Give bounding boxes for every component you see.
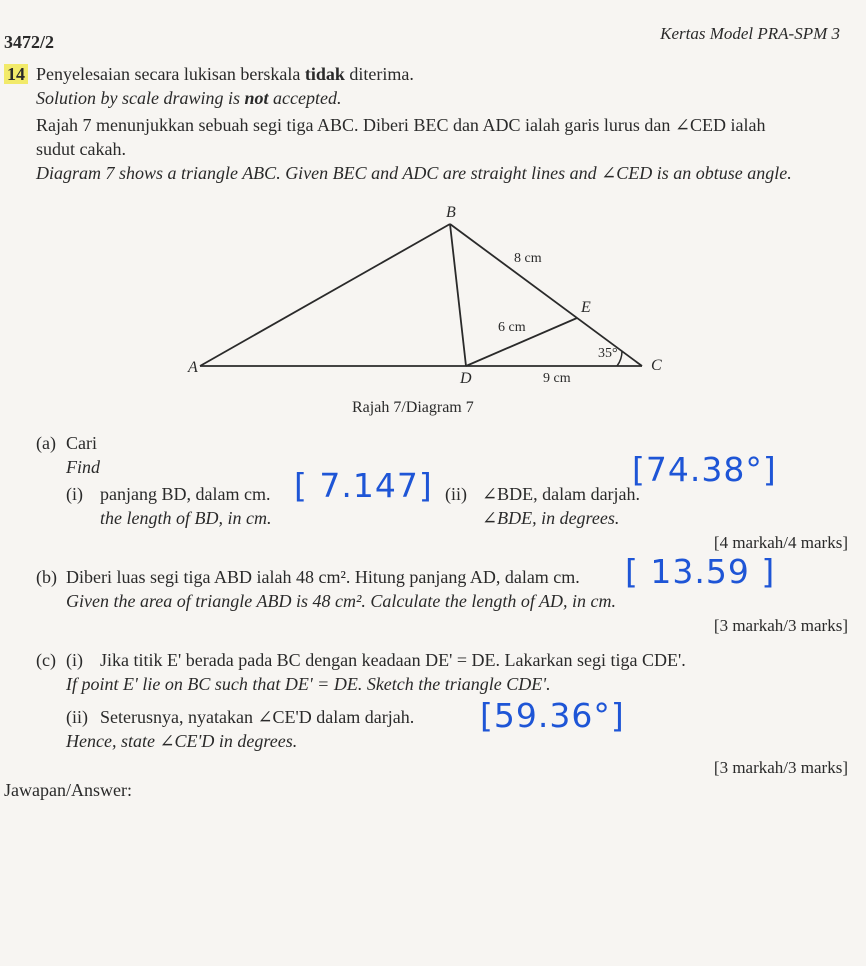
answer-label: Jawapan/Answer: [4, 780, 132, 800]
part-a-i-label: (i) [66, 484, 83, 504]
label-a: A [188, 359, 198, 376]
part-c-i-label: (i) [66, 650, 83, 670]
part-a-i-en: the length of BD, in cm. [100, 508, 272, 528]
part-c-label: (c) [36, 650, 56, 670]
question-number: 14 [4, 64, 28, 85]
intro-ms-line2: sudut cakah. [36, 139, 126, 159]
side-bc [450, 224, 642, 366]
diagram-caption: Rajah 7/Diagram 7 [352, 399, 474, 416]
label-b: B [446, 204, 456, 221]
paper-title: Kertas Model PRA-SPM 3 [660, 24, 840, 43]
part-c-marks: [3 markah/3 marks] [713, 758, 848, 777]
part-b-marks: [3 markah/3 marks] [713, 616, 848, 635]
part-a-en: Find [66, 457, 100, 477]
angle-c-arc [617, 351, 622, 366]
part-a-label: (a) [36, 433, 56, 453]
handwritten-answer-a-ii: [74.38°] [632, 450, 777, 489]
intro-ms-line1: Rajah 7 menunjukkan sebuah segi tiga ABC. Diberi BEC dan ADC ialah garis lurus dan ∠CED ialah [36, 115, 766, 135]
part-c-ii-label: (ii) [66, 707, 88, 727]
handwritten-answer-b: [ 13.59 ] [625, 552, 776, 591]
part-c-ii-en: Hence, state ∠CE'D in degrees. [66, 731, 298, 751]
part-b-en: Given the area of triangle ABD is 48 cm². Calculate the length of AD, in cm. [66, 591, 616, 611]
part-a-ii-en: ∠BDE, in degrees. [482, 508, 620, 528]
paper-code: 3472/2 [4, 32, 55, 52]
segment-bd [450, 224, 466, 366]
scale-drawing-rule-ms: Penyelesaian secara lukisan berskala tidak diterima. [36, 64, 414, 84]
length-dc: 9 cm [543, 371, 571, 386]
length-de: 6 cm [498, 320, 526, 335]
angle-c-value: 35° [598, 346, 618, 361]
intro-en: Diagram 7 shows a triangle ABC. Given BEC and ADC are straight lines and ∠CED is an obtuse angle. [36, 163, 792, 183]
side-ab [200, 224, 450, 366]
label-e: E [581, 299, 591, 316]
length-be: 8 cm [514, 251, 542, 266]
part-a-i-ms: panjang BD, dalam cm. [100, 484, 271, 504]
part-c-i-ms: Jika titik E' berada pada BC dengan keadaan DE' = DE. Lakarkan segi tiga CDE'. [100, 650, 686, 670]
part-a-ii-label: (ii) [445, 484, 467, 504]
part-b-ms: Diberi luas segi tiga ABD ialah 48 cm². Hitung panjang AD, dalam cm. [66, 567, 580, 587]
triangle-diagram [0, 0, 866, 420]
part-a-ii-ms: ∠BDE, dalam darjah. [482, 484, 641, 504]
part-c-ii-ms: Seterusnya, nyatakan ∠CE'D dalam darjah. [100, 707, 415, 727]
handwritten-answer-a-i: [ 7.147] [294, 466, 433, 505]
part-a-marks: [4 markah/4 marks] [713, 533, 848, 552]
scale-drawing-rule-en: Solution by scale drawing is not accepted. [36, 88, 342, 108]
part-c-i-en: If point E' lie on BC such that DE' = DE. Sketch the triangle CDE'. [66, 674, 551, 694]
label-d: D [460, 370, 472, 387]
part-b-label: (b) [36, 567, 57, 587]
part-a-ms: Cari [66, 433, 97, 453]
label-c: C [651, 357, 662, 374]
handwritten-answer-c-ii: [59.36°] [480, 696, 625, 735]
